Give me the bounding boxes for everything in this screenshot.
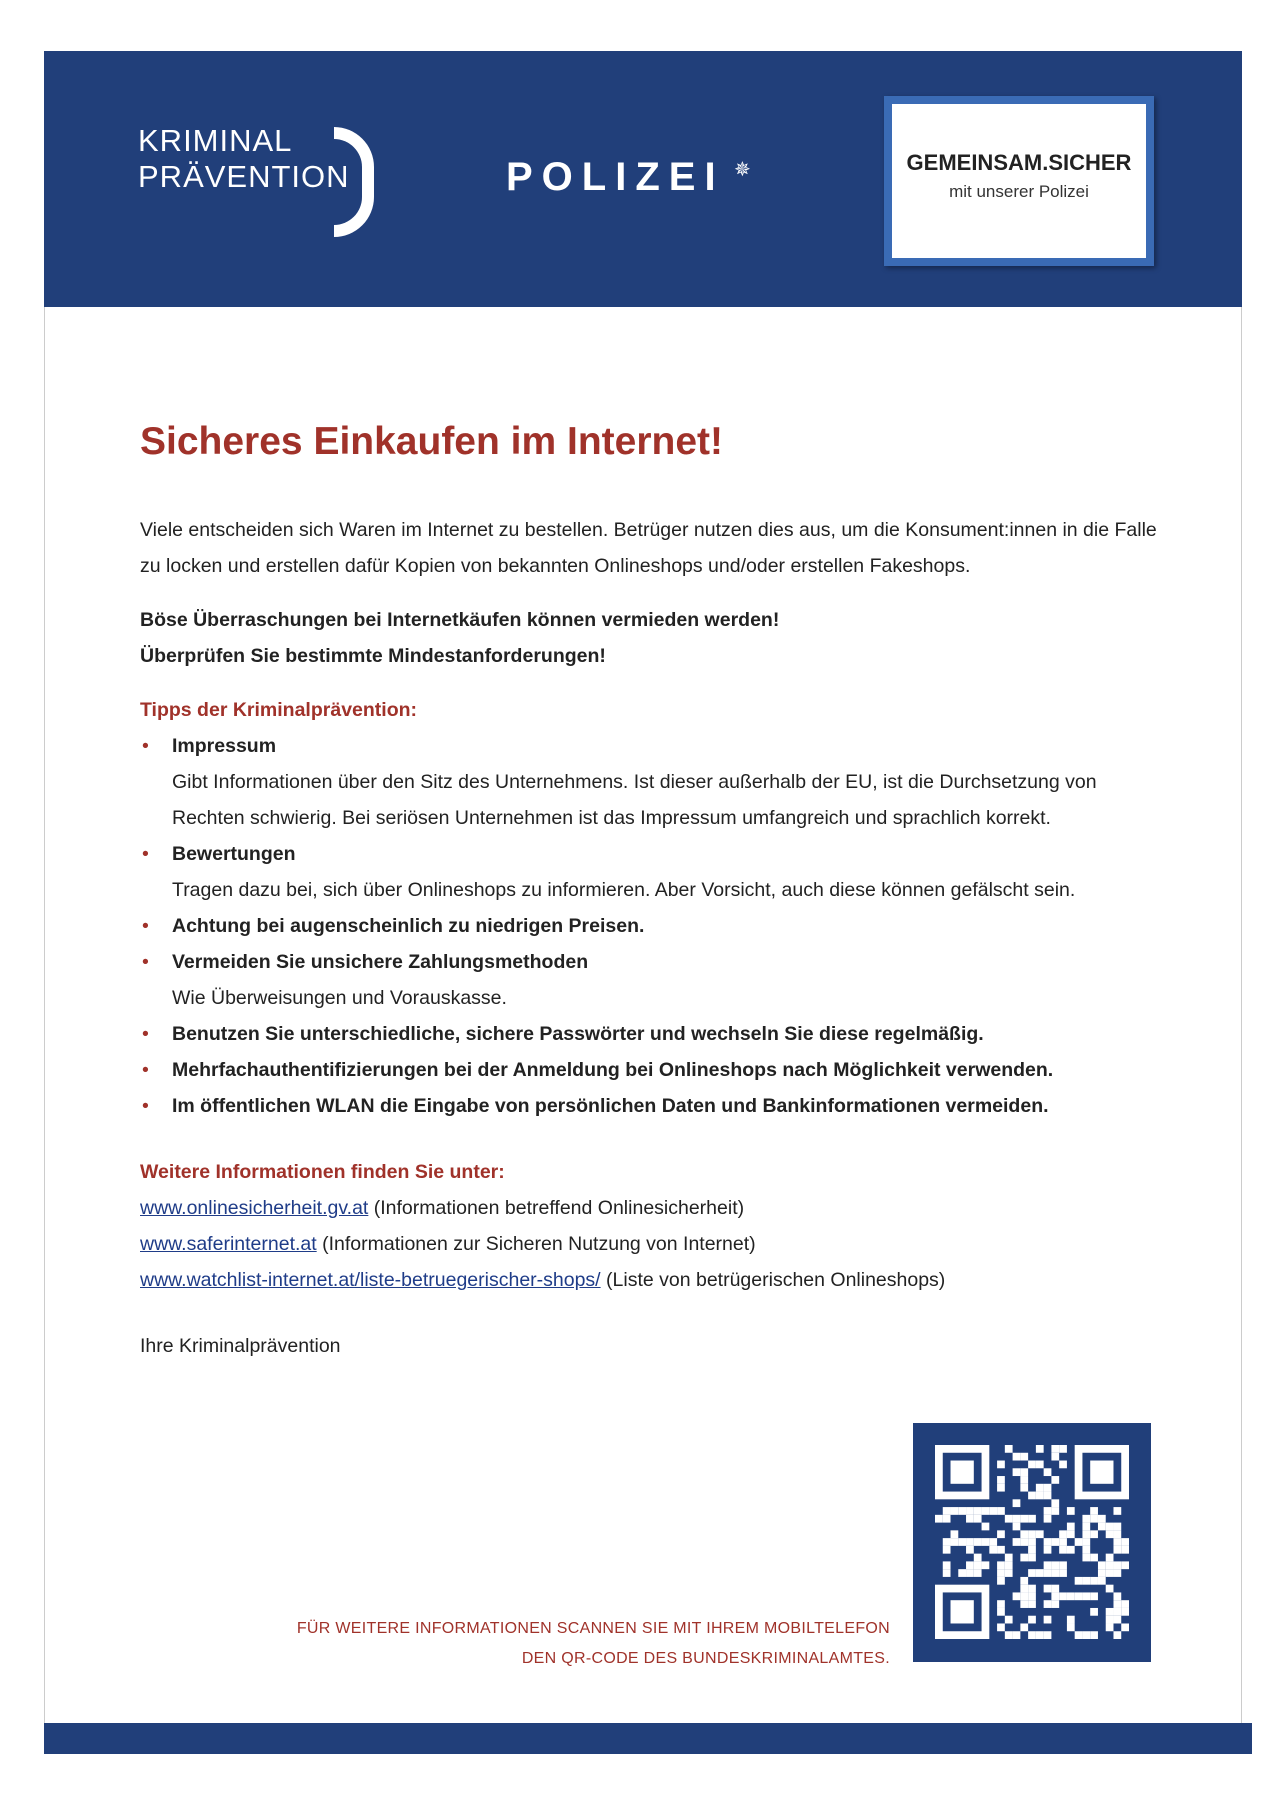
tip-item [140,944,1160,1016]
links-list [140,1190,1160,1298]
qr-caption-line1: FÜR WEITERE INFORMATIONEN SCANNEN SIE MIT IHREM MOBILTELEFON [296,1620,890,1637]
header-banner [44,51,1242,307]
signature: Ihre Kriminalprävention [140,1335,341,1357]
link-description: (Liste von betrügerischen Onlineshops) [600,1269,946,1291]
tip-item [140,728,1160,836]
tip-item [140,1052,1160,1088]
tip-item [140,908,1160,944]
tip-title: • Im öffentlichen WLAN die Eingabe von persönlichen Daten und Bankinformationen vermeiden. [172,1095,1049,1117]
link-row [140,1226,1160,1262]
warning-line1: Böse Überraschungen bei Internetkäufen können vermieden werden! [140,609,780,631]
qr-code-icon [935,1445,1129,1639]
qr-caption-line2: DEN QR-CODE DES BUNDESKRIMINALAMTES. [521,1650,890,1667]
polizei-logo: POLIZEI [506,155,725,199]
tip-item [140,1088,1160,1124]
tip-title: • Benutzen Sie unterschiedliche, sichere Passwörter und wechseln Sie diese regelmäßig. [172,1023,984,1045]
tip-text: Wie Überweisungen und Vorauskasse. [172,987,507,1009]
link-row [140,1262,1160,1298]
main-content [140,512,1160,1364]
badge-subtitle: mit unserer Polizei [949,182,1089,201]
tip-title: • Bewertungen [172,843,296,865]
tip-item [140,836,1160,908]
more-info-heading: Weitere Informationen finden Sie unter: [140,1161,505,1183]
info-link[interactable]: www.watchlist-internet.at/liste-betruegerischer-shops/ [140,1269,601,1291]
kriminalpraevention-logo [138,123,350,195]
tip-title: • Impressum [172,735,277,757]
info-link[interactable]: www.saferinternet.at [140,1233,317,1255]
bracket-logo-icon [334,127,374,237]
warning [140,602,1160,674]
link-description: (Informationen betreffend Onlinesicherheit) [368,1197,745,1219]
intro-text: Viele entscheiden sich Waren im Internet zu bestellen. Betrüger nutzen dies aus, um die Konsument:innen in die Falle zu locken und erstellen dafür Kopien von bekannten Onlineshops und/oder erstellen Fakeshops. [140,519,1157,577]
logo-line2: PRÄVENTION [138,159,350,194]
link-row [140,1190,1160,1226]
info-link[interactable]: www.onlinesicherheit.gv.at [140,1197,369,1219]
footer-bar [44,1723,1252,1754]
tip-item [140,1016,1160,1052]
tip-text: Tragen dazu bei, sich über Onlineshops zu informieren. Aber Vorsicht, auch diese können gefälscht sein. [172,879,1076,901]
gemeinsam-sicher-badge [884,96,1154,266]
eagle-icon: ✵ [734,159,751,181]
tip-text: Gibt Informationen über den Sitz des Unternehmens. Ist dieser außerhalb der EU, ist die Durchsetzung von Rechten schwierig. Bei seriösen Unternehmen ist das Impressum umfangreich und sprachlich korrekt. [172,771,1097,829]
logo-line1: KRIMINAL [138,123,293,158]
tips-heading: Tipps der Kriminalprävention: [140,699,418,721]
qr-code[interactable] [913,1423,1151,1662]
qr-caption [297,1614,890,1674]
badge-title: GEMEINSAM.SICHER [906,150,1132,175]
tip-title: • Mehrfachauthentifizierungen bei der Anmeldung bei Onlineshops nach Möglichkeit verwenden. [172,1059,1054,1081]
tips-list [140,728,1160,1124]
tip-title: • Vermeiden Sie unsichere Zahlungsmethoden [172,951,589,973]
tip-title: • Achtung bei augenscheinlich zu niedrigen Preisen. [172,915,645,937]
link-description: (Informationen zur Sicheren Nutzung von Internet) [316,1233,756,1255]
warning-line2: Überprüfen Sie bestimmte Mindestanforderungen! [140,645,606,667]
page-title: Sicheres Einkaufen im Internet! [140,420,724,463]
